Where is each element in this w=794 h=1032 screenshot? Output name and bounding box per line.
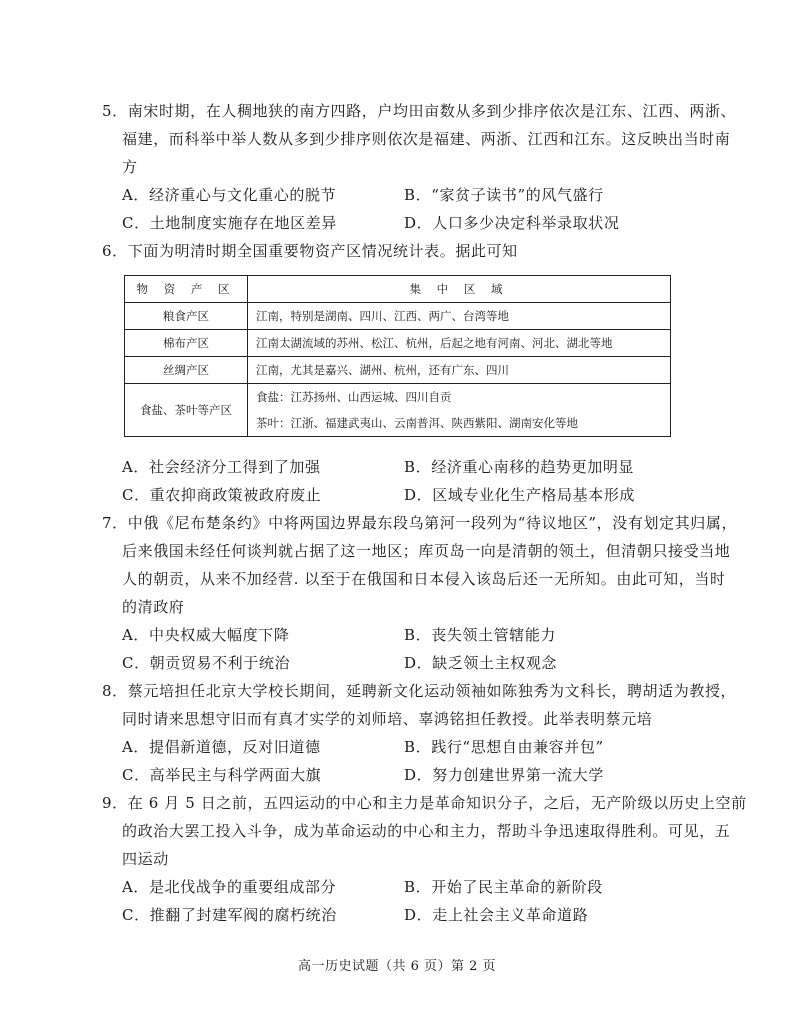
q9-option-b: B．开始了民主革命的新阶段 [404,878,603,896]
q9-option-d: D．走上社会主义革命道路 [404,906,589,924]
q6-stem: 6．下面为明清时期全国重要物资产区情况统计表。据此可知 [102,242,518,260]
q5-option-d: D．人口多少决定科举录取状况 [404,214,620,232]
q7-option-b: B．丧失领土管辖能力 [404,626,557,644]
q7-stem-line-1: 7．中俄《尼布楚条约》中将两国边界最东段乌第河一段列为“待议地区”，没有划定其归属， [102,514,738,532]
q7-option-a: A．中央权威大幅度下降 [122,626,290,644]
q6-option-c: C．重农抑商政策被政府废止 [122,486,322,504]
q6-option-d: D．区域专业化生产格局基本形成 [404,486,636,504]
q7-stem-line-3: 人的朝贡，从来不加经营. 以至于在俄国和日本侵入该岛后还一无所知。由此可知，当时 [122,570,726,588]
q9-stem-line-2: 的政治大罢工投入斗争，成为革命运动的中心和主力，帮助斗争迅速取得胜利。可见，五 [122,822,731,840]
q5-stem-line-3: 方 [122,158,138,176]
q8-option-a: A．提倡新道德，反对旧道德 [122,738,321,756]
page-footer: 高一历史试题（共 6 页）第 2 页 [297,959,497,974]
table-cell-name: 粮食产区 [125,303,248,330]
table-cell-area: 江南，特别是湖南、四川、江西、两广、台湾等地 [248,303,671,330]
q5-option-c: C．土地制度实施存在地区差异 [122,214,337,232]
q5-stem-line-1: 5．南宋时期，在人稠地狭的南方四路，户均田亩数从多到少排序依次是江东、江西、两浙、 [102,102,737,120]
q7-option-c: C．朝贡贸易不利于统治 [122,654,291,672]
q8-stem-line-2: 同时请来思想守旧而有真才实学的刘师培、辜鸿铭担任教授。此举表明蔡元培 [122,710,653,728]
q9-stem-line-1: 9．在 6 月 5 日之前，五四运动的中心和主力是革命知识分子，之后，无产阶级以历史上空前 [102,794,747,812]
table-row [125,384,671,437]
q7-option-d: D．缺乏领土主权观念 [404,654,558,672]
table-cell-salt: 食盐：江苏扬州、山西运城、四川自贡 [256,390,452,404]
table-cell-area: 江南太湖流域的苏州、松江、杭州，后起之地有河南、河北、湖北等地 [248,330,671,357]
q8-stem-line-1: 8．蔡元培担任北京大学校长期间，延聘新文化运动领袖如陈独秀为文科长，聘胡适为教授， [102,682,737,700]
q6-option-a: A．社会经济分工得到了加强 [122,458,321,476]
table-header-region: 物 资 产 区 [125,276,248,303]
table-cell-area: 江南，尤其是嘉兴、湖州、杭州，还有广东、四川 [248,357,671,384]
table-header-row [125,276,671,303]
q9-option-a: A．是北伐战争的重要组成部分 [122,878,337,896]
q5-stem-line-2: 福建，而科举中举人数从多到少排序则依次是福建、两浙、江西和江东。这反映出当时南 [122,130,731,148]
q7-stem-line-2: 后来俄国未经任何谈判就占据了这一地区；库页岛一向是清朝的领土，但清朝只接受当地 [122,542,731,560]
table-cell-tea: 茶叶：江浙、福建武夷山、云南普洱、陕西紫阳、湖南安化等地 [256,416,578,430]
q7-stem-line-4: 的清政府 [122,598,185,616]
table-row [125,303,671,330]
table-header-area: 集 中 区 域 [248,276,671,303]
q8-option-b: B．践行“思想自由兼容并包” [404,738,604,756]
table-cell-area [248,384,671,437]
table-cell-name: 食盐、茶叶等产区 [125,384,248,437]
q6-option-b: B．经济重心南移的趋势更加明显 [404,458,635,476]
q9-stem-line-3: 四运动 [122,850,169,868]
q8-option-d: D．努力创建世界第一流大学 [404,766,604,784]
table-row [125,357,671,384]
q8-option-c: C．高举民主与科学两面大旗 [122,766,322,784]
table-cell-name: 棉布产区 [125,330,248,357]
q9-option-c: C．推翻了封建军阀的腐朽统治 [122,906,337,924]
q5-option-b: B．“家贫子读书”的风气盛行 [404,186,604,204]
resource-table [124,275,671,437]
q5-option-a: A．经济重心与文化重心的脱节 [122,186,337,204]
table-row [125,330,671,357]
table-cell-name: 丝绸产区 [125,357,248,384]
